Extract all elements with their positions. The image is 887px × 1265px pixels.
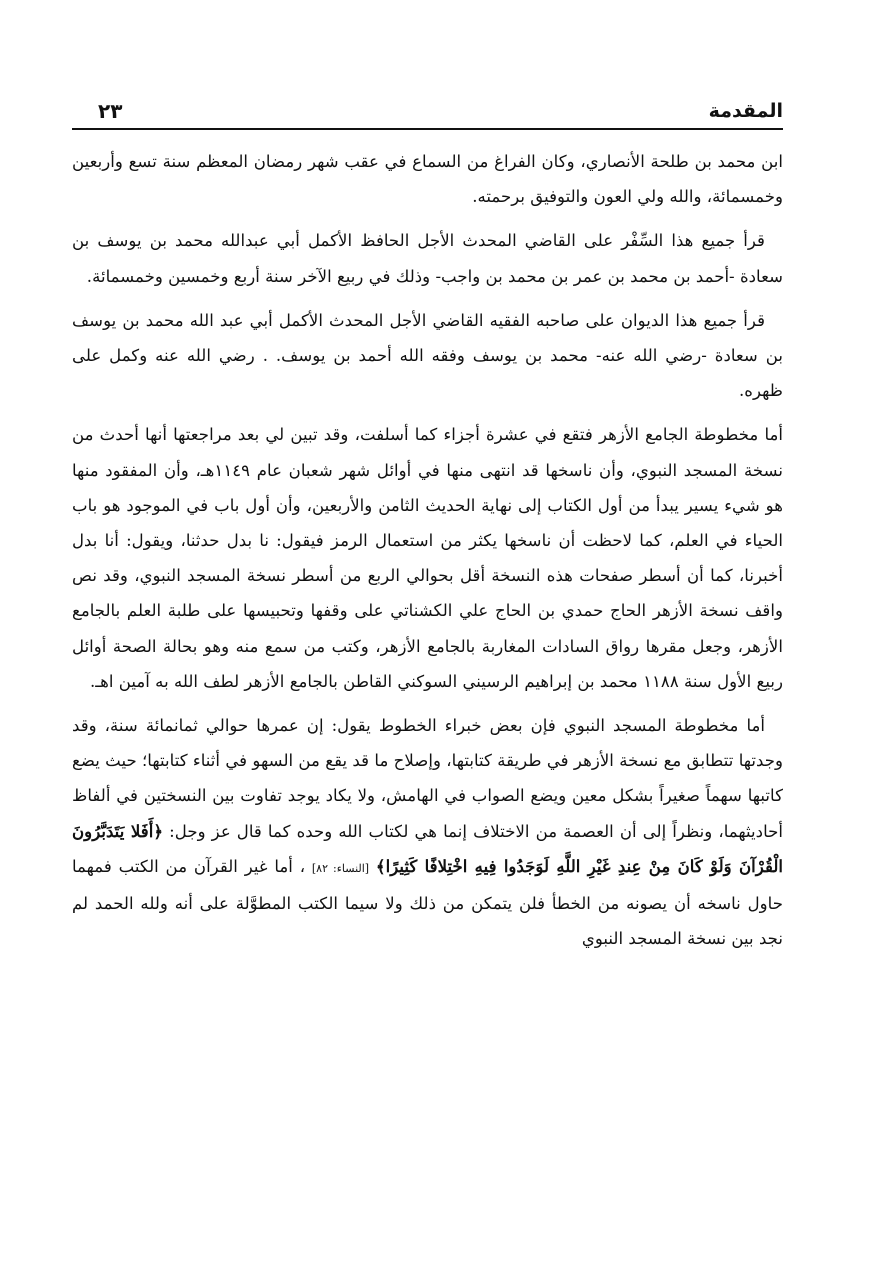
quran-verse: ﴿أَفَلا يَتَدَبَّرُونَ الْقُرْآنَ وَلَوْ كَانَ مِنْ عِندِ غَيْرِ اللَّهِ لَوَجَدُوا فِيهِ اخْتِلافًا كَثِيرًا﴾ [72,820,784,876]
section-title: المقدمة [708,100,783,122]
verse-reference: [النساء: ٨٢] [311,861,370,875]
page-header [72,98,783,130]
paragraph-continuation: ابن محمد بن طلحة الأنصاري، وكان الفراغ من السماع في عقب شهر رمضان المعظم سنة تسع وأربعين وخمسمائة، والله ولي العون والتوفيق برحمته. [72,152,783,207]
body-text [72,144,783,956]
paragraph-azhar-manuscript: أما مخطوطة الجامع الأزهر فتقع في عشرة أجزاء كما أسلفت، وقد تبين لي بعد مراجعتها أنها أحدث من نسخة المسجد النبوي، وأن ناسخها قد انتهى منها في أوائل شهر شعبان عام ١١٤٩هـ، وأن المفقود منها هو شيء يسير يبدأ من أول الكتاب إلى نهاية الحديث الثامن والأربعين، وأن أول باب في الموجود هو باب الحياء في العلم، كما لاحظت أن ناسخها يكثر من استعمال الرمز فيقول: نا بدل حدثنا، ويقول: أنا بدل أخبرنا، كما أن أسطر صفحات هذه النسخة أقل بحوالي الربع من أسطر نسخة المسجد النبوي، وقد نص واقف نسخة الأزهر الحاج حمدي بن الحاج علي الكشناتي على وقفها وتحبيسها على طلبة العلم بالجامع الأزهر، وجعل مقرها رواق السادات المغاربة بالجامع الأزهر، وكتب من سمع منه وهو بحالة الصحة أوائل ربيع الأول سنة ١١٨٨ محمد بن إبراهيم الرسيني السوكني القاطن بالجامع الأزهر لطف الله به آمين اهـ. [72,425,783,691]
paragraph-text-after-verse: ، أما غير القرآن من الكتب فمهما حاول ناسخه أن يصونه من الخطأ فلن يتمكن من ذلك ولا سيما الكتب المطوَّلة على أنه ولله الحمد لم نجد بين نسخة المسجد النبوي [72,856,783,949]
paragraph-text-before-verse: أما مخطوطة المسجد النبوي فإن بعض خبراء الخطوط يقول: إن عمرها حوالي ثمانمائة سنة، وقد وجدتها تتطابق مع نسخة الأزهر في طريقة كتابتها، وإصلاح ما قد يقع من السهو في أثناء كتابتها؛ حيث يضع كاتبها سهماً صغيراً بشكل معين ويضع الصواب في الهامش، ولا يكاد يوجد تفاوت بين النسختين في ألفاظ أحاديثهما، ونظراً إلى أن العصمة من الاختلاف إنما هي لكتاب الله وحده كما قال عز وجل: [72,716,783,841]
paragraph-reading-note-2: قرأ جميع هذا الديوان على صاحبه الفقيه القاضي الأجل المحدث الأكمل أبي عبد الله محمد بن يوسف بن سعادة -رضي الله عنه- محمد بن يوسف وفقه الله أحمد بن يوسف. . رضي الله عنه وكمل على ظهره. [72,310,783,401]
page-number: ٢٣ [98,99,123,123]
paragraph-reading-note-1: قرأ جميع هذا السِّفْر على القاضي المحدث الأجل الحافظ الأكمل أبي عبدالله محمد بن يوسف بن سعادة -أحمد بن محمد بن عمر بن محمد بن واجب- وذلك في ربيع الآخر سنة أربع وخمسين وخمسمائة. [72,231,783,286]
book-page [72,98,783,965]
paragraph-prophet-mosque-manuscript [72,708,783,956]
